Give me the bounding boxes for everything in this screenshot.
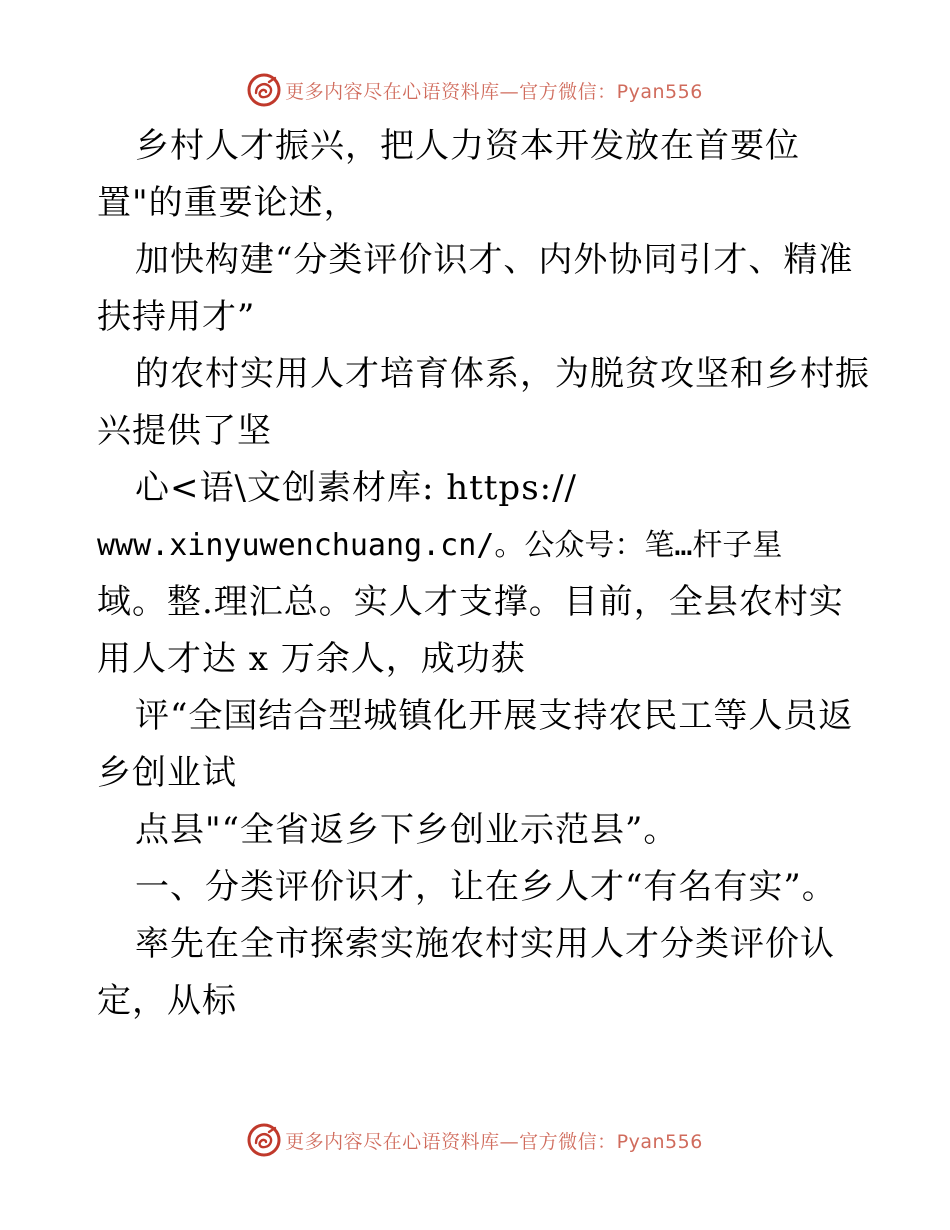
body-line: 扶持用才” [97, 297, 256, 337]
header-wechat-id: Pyan556 [616, 80, 703, 103]
header-text [285, 77, 703, 104]
body-line: 评“全国结合型城镇化开展支持农民工等人员返 [135, 696, 854, 736]
sheep-logo-icon [247, 1123, 281, 1157]
body-line: 域。整.理汇总。实人才支撑。目前，全县农村实 [97, 582, 844, 622]
footer-text [285, 1127, 703, 1154]
body-line: 率先在全市探索实施农村实用人才分类评价认 [135, 924, 835, 964]
footer-label: 更多内容尽在心语资料库—官方微信： [285, 1130, 617, 1153]
body-line: 加快构建“分类评价识才、内外协同引才、精准 [135, 240, 854, 280]
footer-wechat-id: Pyan556 [616, 1130, 703, 1153]
body-line: 的农村实用人才培育体系，为脱贫攻坚和乡村振 [135, 354, 870, 394]
body-line: 乡村人才振兴，把人力资本开发放在首要位 [135, 126, 800, 166]
section-heading: 一、分类评价识才，让在乡人才“有名有实”。 [135, 867, 837, 907]
document-body [97, 118, 870, 1030]
body-line: 置"的重要论述， [97, 183, 359, 223]
body-line: 点县"“全省返乡下乡创业示范县”。 [135, 810, 679, 850]
body-line: 心<语\文创素材库: https:// [135, 468, 578, 508]
body-line: 定，从标 [97, 981, 237, 1021]
header-banner [0, 70, 950, 110]
footer-banner [0, 1120, 950, 1160]
body-line: 乡创业试 [97, 753, 237, 793]
header-label: 更多内容尽在心语资料库—官方微信： [285, 80, 617, 103]
body-line: 用人才达 x 万余人，成功获 [97, 639, 526, 679]
body-line-url: www.xinyuwenchuang.cn/。公众号：笔…杆子星 [97, 528, 783, 563]
body-line: 兴提供了坚 [97, 411, 272, 451]
sheep-logo-icon [247, 73, 281, 107]
